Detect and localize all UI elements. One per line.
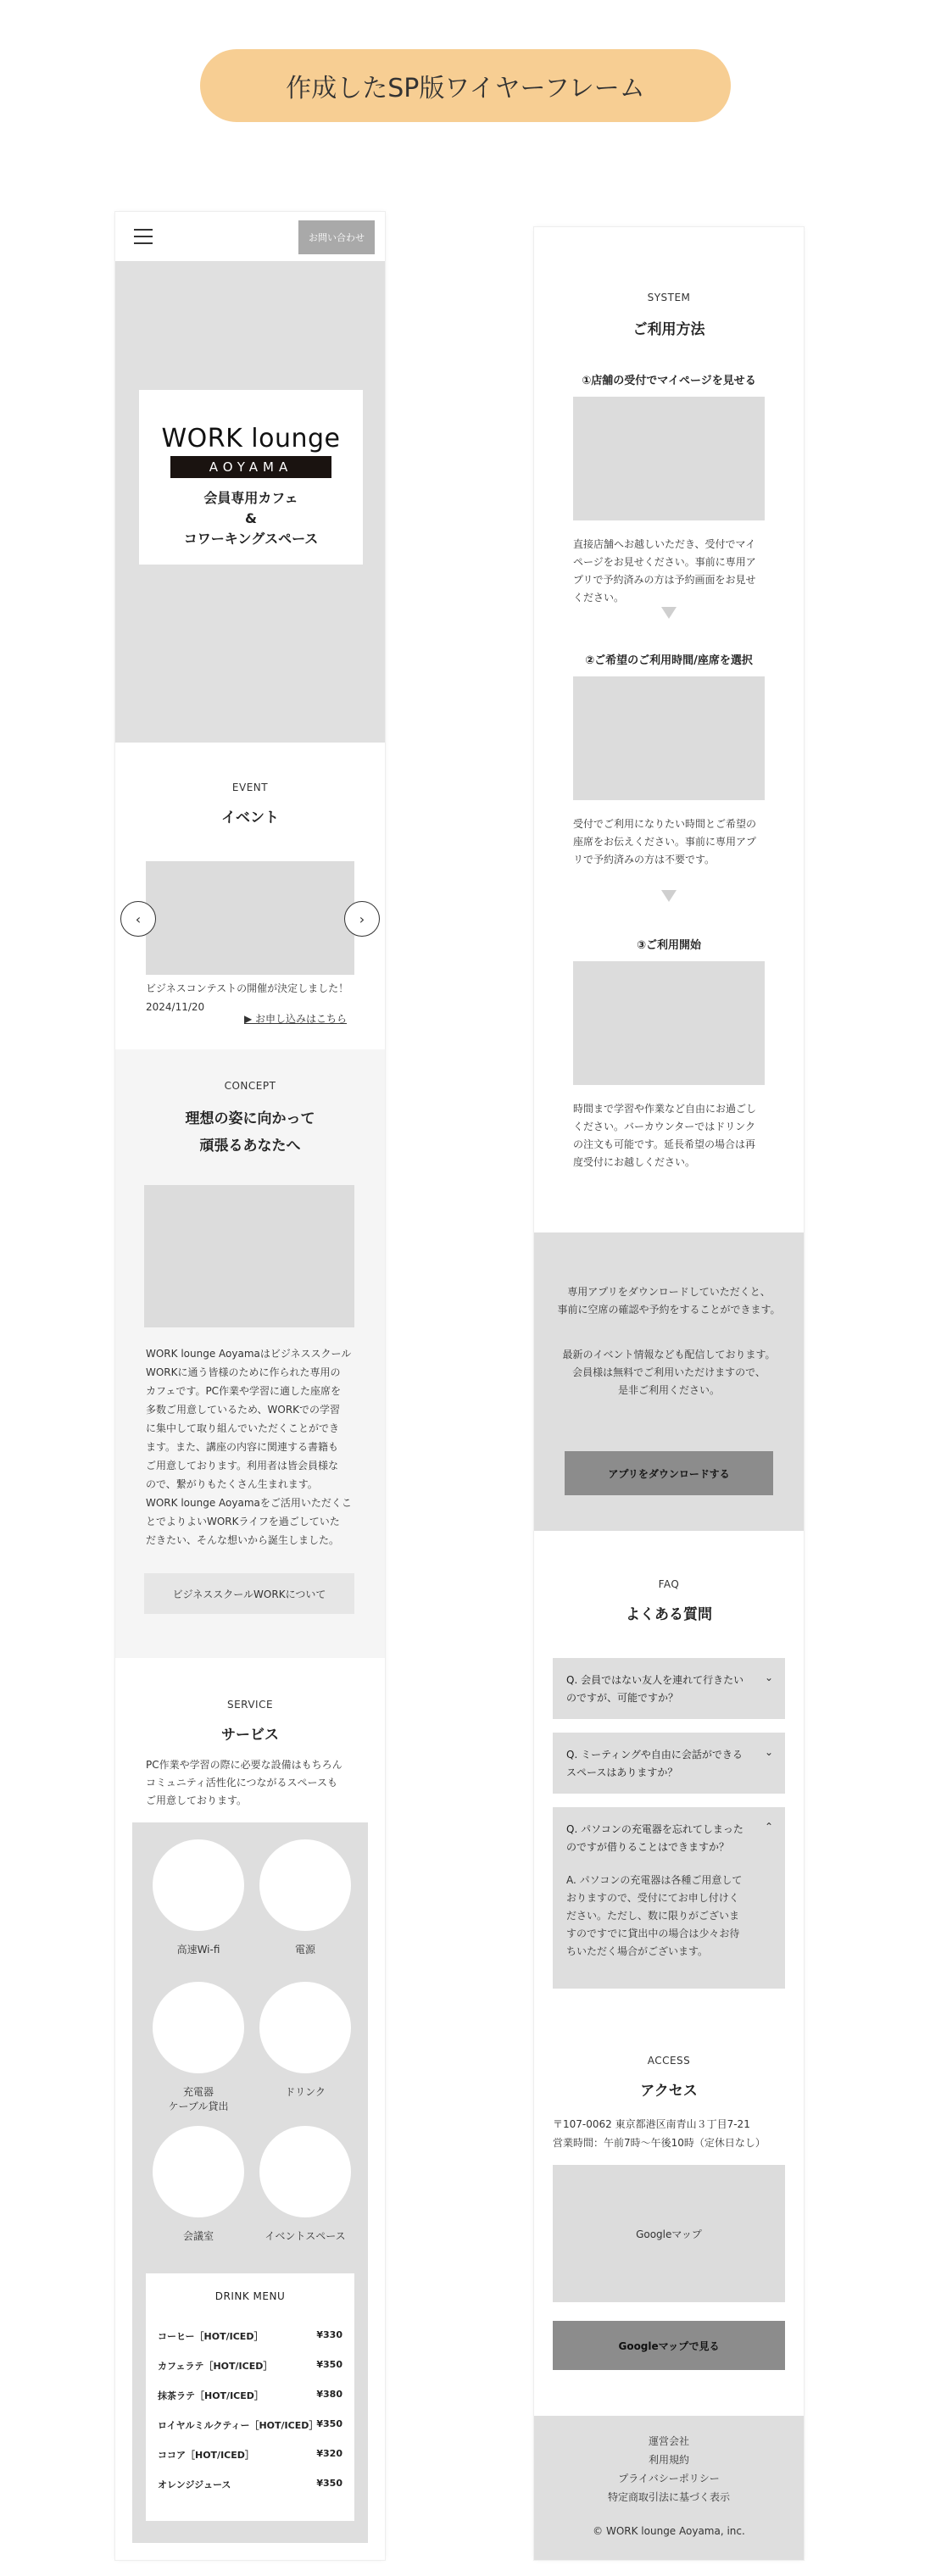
drink-name: ロイヤルミルクティー［HOT/ICED］ <box>158 2420 319 2431</box>
carousel-prev-icon[interactable]: ‹ <box>120 901 156 937</box>
service-label-drink: ドリンク <box>285 2086 326 2098</box>
chevron-down-icon: ⌄ <box>764 1746 773 1758</box>
event-carousel-image <box>146 861 354 975</box>
concept-en-label: CONCEPT <box>224 1080 276 1092</box>
faq-question <box>566 1672 753 1707</box>
event-caption: ビジネスコンテストの開催が決定しました！ <box>146 982 349 994</box>
faq-item-3[interactable] <box>553 1807 785 1989</box>
footer-link-privacy[interactable]: プライバシーポリシー <box>618 2473 720 2484</box>
app-text-line: 会員様は無料でご利用いただけますので、 <box>572 1366 766 1378</box>
concept-image <box>144 1185 354 1327</box>
app-text-1 <box>534 1283 804 1319</box>
service-event-space-image <box>259 2126 351 2217</box>
drink-menu-row <box>158 2389 342 2402</box>
drink-price: ¥350 <box>316 2418 342 2429</box>
service-label-line: 充電器 <box>182 2086 214 2098</box>
faq-question <box>566 1821 753 1856</box>
step-body-line: 度受付にお越しください。 <box>573 1156 696 1168</box>
drink-name: カフェラテ［HOT/ICED］ <box>158 2361 273 2372</box>
drink-menu-row <box>158 2478 342 2491</box>
service-body-line: PC作業や学習の際に必要な設備はもちろん <box>146 1759 342 1771</box>
drink-price: ¥350 <box>316 2478 342 2489</box>
drink-menu-card <box>146 2273 354 2521</box>
faq-item-2[interactable] <box>553 1733 785 1794</box>
concept-body-line: カフェです。PC作業や学習に適した座席を <box>146 1385 342 1397</box>
faq-question-line: のですが、可能ですか？ <box>566 1692 679 1704</box>
service-label-power: 電源 <box>294 1944 315 1956</box>
service-body <box>146 1756 366 1810</box>
service-title: サービス <box>221 1727 279 1744</box>
google-map-embed[interactable]: Googleマップ <box>553 2165 785 2302</box>
drink-price: ¥380 <box>316 2389 342 2400</box>
concept-body-line: とでよりよいWORKライフを過ごしていた <box>146 1516 340 1527</box>
contact-button[interactable]: お問い合わせ <box>298 220 375 254</box>
logo-subtitle: AOYAMA <box>170 456 331 478</box>
step-body-line: プリで予約済みの方は予約画面をお見せ <box>573 574 756 586</box>
drink-price: ¥330 <box>316 2329 342 2340</box>
drink-menu-row <box>158 2329 342 2343</box>
chevron-up-icon: ⌃ <box>764 1821 773 1833</box>
service-label-wifi: 高速Wi-fi <box>176 1944 220 1956</box>
concept-title-line: 理想の姿に向かって <box>185 1110 315 1127</box>
event-date: 2024/11/20 <box>146 1001 205 1013</box>
app-text-line: 事前に空席の確認や予約をすることができます。 <box>557 1304 781 1316</box>
service-body-line: コミュニティ活性化につながるスペースも <box>146 1777 337 1789</box>
phone-wireframe-top <box>115 212 385 2560</box>
step-body-line: 座席をお伝えください。事前に専用アプ <box>573 836 757 848</box>
step-3-image <box>573 961 765 1085</box>
step-arrow-icon <box>661 890 677 902</box>
step-body-line: ください。 <box>573 592 625 604</box>
service-wifi-image <box>153 1839 244 1931</box>
concept-title <box>115 1105 385 1160</box>
service-en-label: SERVICE <box>226 1699 274 1711</box>
drink-name: ココア［HOT/ICED］ <box>158 2450 254 2461</box>
footer-link-company[interactable]: 運営会社 <box>648 2435 689 2447</box>
step-body-line: 受付でご利用になりたい時間とご希望の <box>573 818 757 830</box>
concept-body-line: WORKに通う皆様のために作られた専用の <box>146 1366 341 1378</box>
event-en-label: EVENT <box>231 782 269 793</box>
service-body-line: ご用意しております。 <box>146 1794 248 1806</box>
service-charger-image <box>153 1982 244 2073</box>
drink-menu-title: DRINK MENU <box>214 2290 286 2302</box>
app-text-line: 専用アプリをダウンロードしていただくと、 <box>567 1286 771 1298</box>
service-power-image <box>259 1839 351 1931</box>
drink-price: ¥320 <box>316 2448 342 2459</box>
step-arrow-icon <box>661 607 677 619</box>
hero-tagline-line: & <box>245 510 257 526</box>
access-title: アクセス <box>640 2083 698 2100</box>
logo-wordmark: WORK lounge <box>161 424 341 453</box>
concept-body-line: だきたい、そんな想いから誕生しました。 <box>146 1534 340 1546</box>
service-label-event-space: イベントスペース <box>265 2230 346 2242</box>
concept-body <box>146 1344 366 1549</box>
concept-body-line: ので、繋がりもたくさん生まれます。 <box>146 1478 318 1490</box>
footer-copyright: © WORK lounge Aoyama, inc. <box>593 2525 745 2537</box>
site-header <box>115 212 385 261</box>
concept-body-line: ご用意しております。利用者は皆会員様な <box>146 1460 339 1472</box>
step-3-title: ③ご利用開始 <box>636 939 701 952</box>
hero-tagline-line: 会員専用カフェ <box>203 490 298 506</box>
app-text-2 <box>534 1346 804 1399</box>
drink-name: コーヒー［HOT/ICED］ <box>158 2331 264 2342</box>
drink-name: 抹茶ラテ［HOT/ICED］ <box>158 2390 264 2401</box>
site-footer <box>534 2416 804 2560</box>
service-label-meeting-room: 会議室 <box>182 2230 214 2242</box>
faq-answer-line: ちいただく場合がございます。 <box>566 1945 709 1957</box>
hero-tagline <box>139 488 363 549</box>
hamburger-menu-icon[interactable] <box>134 227 153 246</box>
service-label-line: ケーブル貸出 <box>168 2100 229 2112</box>
app-text-line: 是非ご利用ください。 <box>617 1384 720 1396</box>
step-2-image <box>573 676 765 800</box>
chevron-down-icon: ⌄ <box>764 1672 773 1683</box>
step-body-line: の注文も可能です。延長希望の場合は再 <box>573 1138 756 1150</box>
faq-question-line: のですが借りることはできますか？ <box>566 1841 730 1853</box>
faq-answer-line: すのですでに貸出中の場合は少々お待 <box>566 1928 740 1939</box>
concept-body-line: ます。また、講座の内容に関連する書籍も <box>146 1441 339 1453</box>
step-1-body <box>573 536 777 607</box>
step-body-line: 時間まで学習や作業など自由にお過ごし <box>573 1103 757 1115</box>
step-2-title: ②ご希望のご利用時間/座席を選択 <box>585 654 753 667</box>
phone-wireframe-bottom <box>534 227 804 2560</box>
step-body-line: リで予約済みの方は不要です。 <box>573 854 716 865</box>
about-school-button[interactable]: ビジネススクールWORKについて <box>144 1573 354 1614</box>
service-label-charger <box>139 2085 258 2114</box>
step-1-image <box>573 397 765 520</box>
access-address: 〒107-0062 東京都港区南青山３丁目7-21 <box>553 2118 750 2130</box>
faq-answer-line: A. パソコンの充電器は各種ご用意して <box>566 1874 743 1886</box>
access-hours: 営業時間：午前7時〜午後10時（定休日なし） <box>553 2137 766 2149</box>
google-map-button[interactable]: Googleマップで見る <box>553 2321 785 2370</box>
service-drink-image <box>259 1982 351 2073</box>
concept-body-line: WORK lounge Aoyamaはビジネススクール <box>146 1348 352 1360</box>
step-body-line: ください。バーカウンターではドリンク <box>573 1121 756 1132</box>
app-download-button[interactable]: アプリをダウンロードする <box>565 1451 773 1495</box>
access-en-label: ACCESS <box>647 2055 691 2067</box>
step-1-title: ①店舗の受付でマイページを見せる <box>582 375 756 387</box>
drink-menu-row <box>158 2359 342 2373</box>
event-title: イベント <box>221 810 279 826</box>
system-en-label: SYSTEM <box>647 292 691 303</box>
drink-menu-row <box>158 2418 342 2432</box>
footer-link-legal[interactable]: 特定商取引法に基づく表示 <box>607 2491 730 2503</box>
event-apply-link[interactable]: ▶ お申し込みはこちら <box>244 1013 348 1025</box>
step-3-body <box>573 1100 777 1171</box>
system-title: ご利用方法 <box>632 321 705 338</box>
faq-item-1[interactable] <box>553 1658 785 1719</box>
faq-question <box>566 1746 753 1782</box>
footer-link-terms[interactable]: 利用規約 <box>648 2454 689 2466</box>
logo-card <box>139 390 363 565</box>
faq-answer <box>566 1872 761 1961</box>
banner-title: 作成したSP版ワイヤーフレーム <box>200 49 731 122</box>
concept-body-line: に集中して取り組んでいただくことができ <box>146 1422 340 1434</box>
drink-menu-row <box>158 2448 342 2462</box>
faq-question-line: Q. パソコンの充電器を忘れてしまった <box>566 1823 743 1835</box>
carousel-next-icon[interactable]: › <box>344 901 380 937</box>
service-meeting-room-image <box>153 2126 244 2217</box>
hero-tagline-line: コワーキングスペース <box>183 531 319 547</box>
faq-answer-line: おりますので、受付にてお申し付けく <box>566 1892 739 1904</box>
faq-en-label: FAQ <box>658 1578 680 1590</box>
faq-question-line: スペースはありますか？ <box>566 1766 678 1778</box>
drink-name: オレンジジュース <box>158 2479 231 2490</box>
concept-body-line: 多数ご用意しているため、WORKでの学習 <box>146 1404 341 1416</box>
faq-question-line: Q. 会員ではない友人を連れて行きたい <box>566 1674 744 1686</box>
concept-title-line: 頑張るあなたへ <box>199 1138 301 1154</box>
faq-title: よくある質問 <box>626 1606 712 1623</box>
step-2-body <box>573 815 777 869</box>
drink-price: ¥350 <box>316 2359 342 2370</box>
step-body-line: ページをお見せください。事前に専用ア <box>573 556 756 568</box>
faq-question-line: Q. ミーティングや自由に会話ができる <box>566 1749 743 1761</box>
faq-answer-line: ださい。ただし、数に限りがございま <box>566 1910 740 1922</box>
concept-body-line: WORK lounge Aoyamaをご活用いただくこ <box>146 1497 352 1509</box>
step-body-line: 直接店舗へお越しいただき、受付でマイ <box>573 538 756 550</box>
app-text-line: 最新のイベント情報なども配信しております。 <box>562 1349 776 1360</box>
